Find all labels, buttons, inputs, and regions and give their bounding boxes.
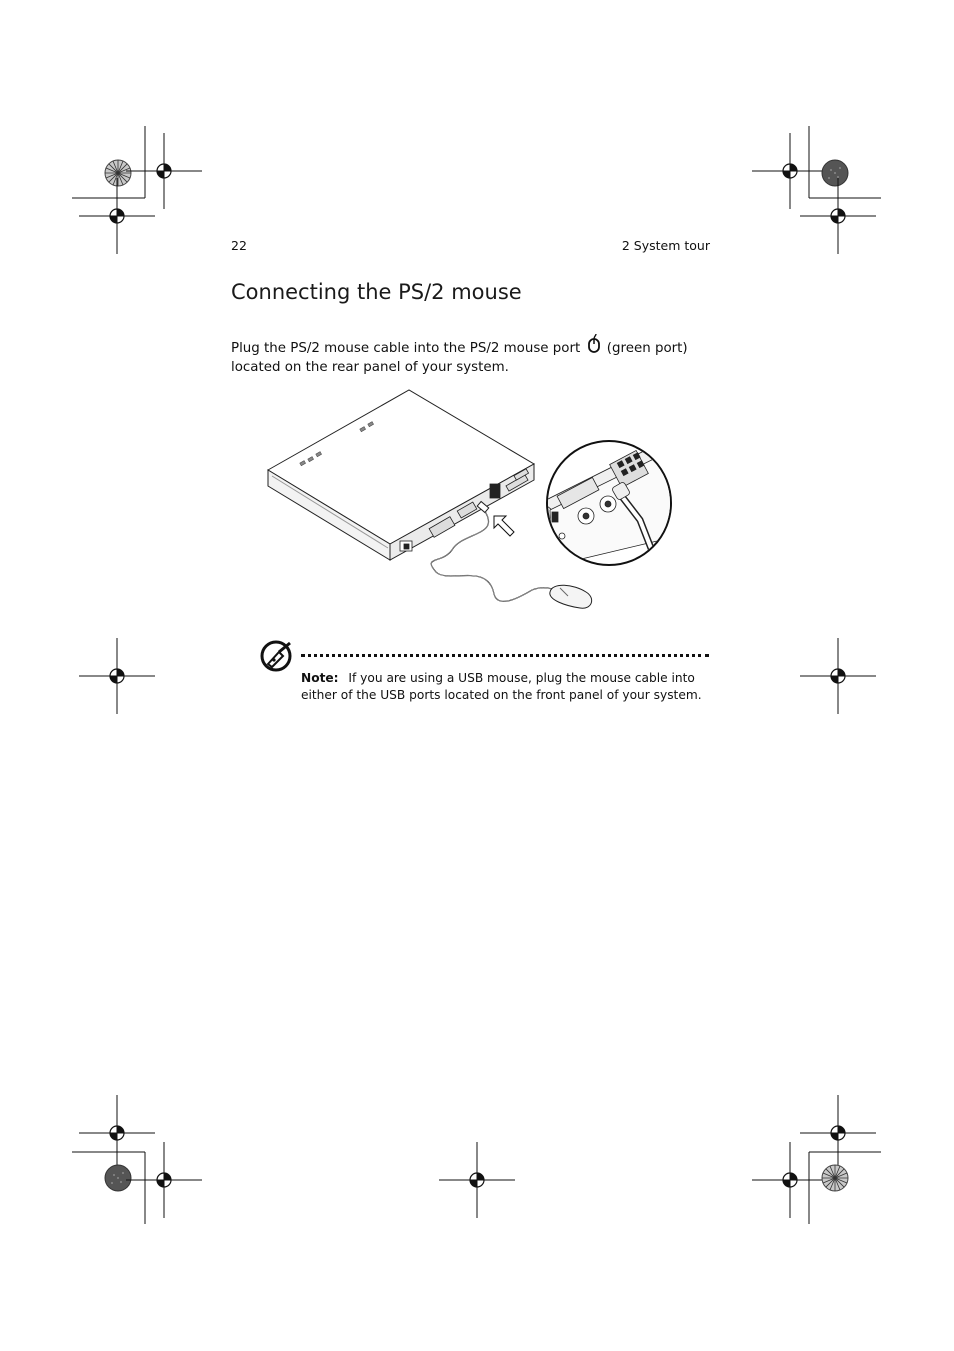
arrow-icon (494, 516, 514, 536)
body-text-part-2: (green port) located on the rear panel of your system. (231, 341, 688, 375)
registration-bottom-right-icon (752, 1142, 828, 1218)
color-bar-top-left-icon (105, 160, 131, 186)
note-body: If you are using a USB mouse, plug the mouse cable into either of the USB ports located on the front panel of your system. (301, 671, 702, 702)
mouse-icon (587, 334, 601, 359)
note-label: Note: (301, 671, 339, 685)
registration-mid-right-icon (800, 638, 876, 714)
running-header-chapter: 2 System tour (621, 238, 710, 253)
registration-bottom-left-2-icon (79, 1095, 155, 1171)
body-paragraph (231, 334, 711, 376)
registration-mid-left-icon (79, 638, 155, 714)
page-number: 22 (231, 238, 247, 253)
section-title: Connecting the PS/2 mouse (231, 280, 522, 304)
registration-top-right-2-icon (800, 178, 876, 254)
note-pen-icon (259, 638, 295, 678)
server-chassis (268, 390, 534, 560)
registration-bottom-right-2-icon (800, 1095, 876, 1171)
server-mouse-illustration (262, 386, 676, 616)
registration-bottom-left-icon (126, 1142, 202, 1218)
color-bar-bottom-right-icon (822, 1165, 848, 1191)
color-bar-bottom-left-icon (105, 1165, 131, 1191)
color-bar-top-right-icon (822, 160, 848, 186)
mouse-device (550, 585, 592, 608)
note-divider (301, 654, 709, 657)
note-paragraph (301, 670, 711, 703)
registration-top-left-2-icon (79, 178, 155, 254)
registration-bottom-center-icon (439, 1142, 515, 1218)
zoom-inset (542, 441, 676, 566)
body-text-part-1: Plug the PS/2 mouse cable into the PS/2 mouse port (231, 341, 581, 356)
